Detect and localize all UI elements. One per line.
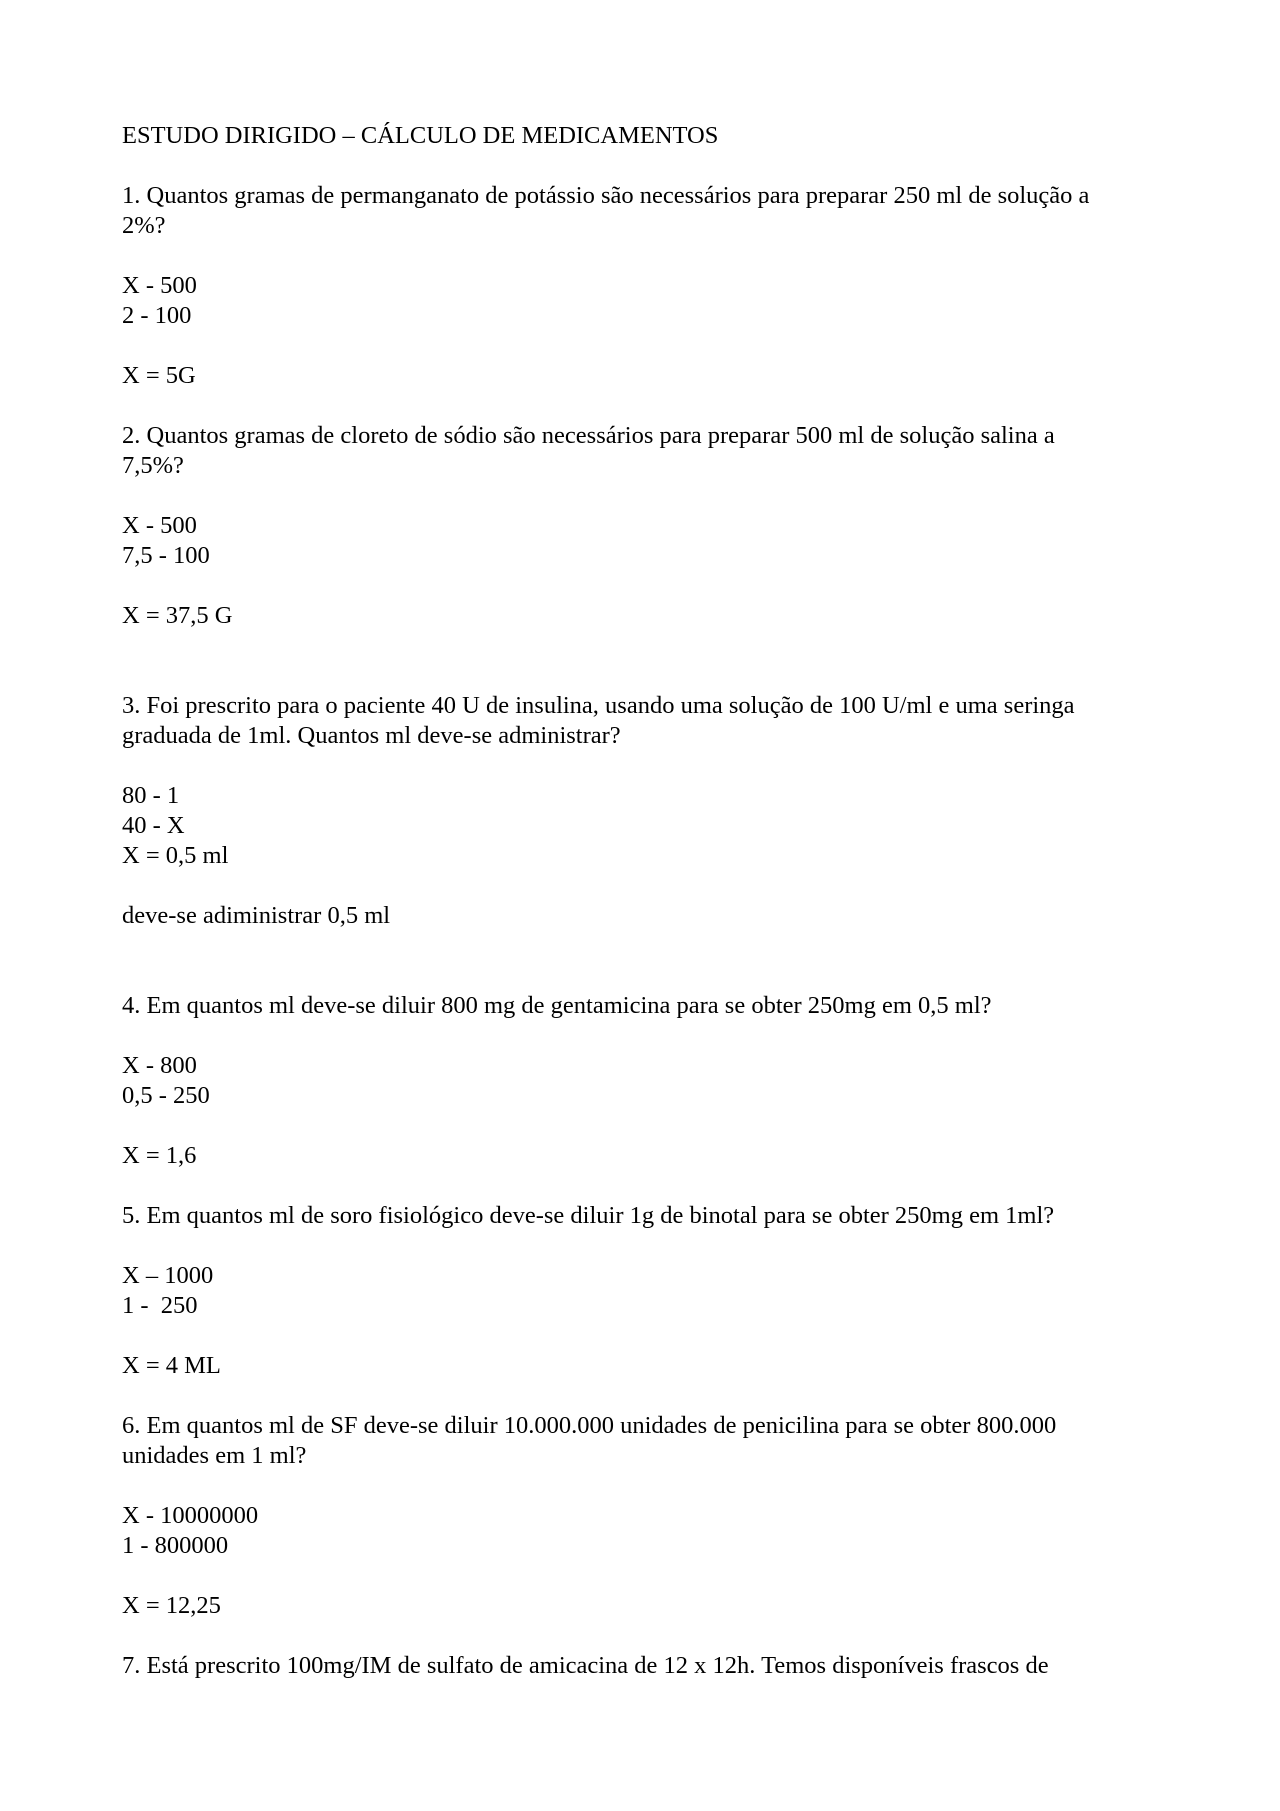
question-7 <box>122 1651 1162 1681</box>
spacer <box>122 481 1162 511</box>
question-6-text-line2: unidades em 1 ml? <box>122 1442 307 1469</box>
spacer <box>122 1381 1162 1411</box>
question-6-result: X = 12,25 <box>122 1592 221 1619</box>
document-body <box>122 121 1162 1681</box>
spacer <box>122 571 1162 601</box>
question-4-result: X = 1,6 <box>122 1142 197 1169</box>
question-3-text-line2: graduada de 1ml. Quantos ml deve-se administrar? <box>122 722 621 749</box>
question-5-text-line1: 5. Em quantos ml de soro fisiológico deve-se diluir 1g de binotal para se obter 250mg em 1ml? <box>122 1202 1055 1229</box>
question-5 <box>122 1201 1162 1381</box>
question-6-work-line2: 1 - 800000 <box>122 1532 229 1559</box>
question-6-work-line1: X - 10000000 <box>122 1502 259 1529</box>
document-title: ESTUDO DIRIGIDO – CÁLCULO DE MEDICAMENTOS <box>122 122 719 149</box>
spacer <box>122 151 1162 181</box>
question-1-work-line1: X - 500 <box>122 272 197 299</box>
question-2-text-line1: 2. Quantos gramas de cloreto de sódio são necessários para preparar 500 ml de solução salina a <box>122 422 1055 449</box>
question-2-work-line1: X - 500 <box>122 512 197 539</box>
question-2-work-line2: 7,5 - 100 <box>122 542 210 569</box>
question-3-work-line1: 80 - 1 <box>122 782 180 809</box>
question-2-result: X = 37,5 G <box>122 602 233 629</box>
spacer <box>122 631 1162 691</box>
question-6 <box>122 1411 1162 1621</box>
spacer <box>122 1171 1162 1201</box>
spacer <box>122 751 1162 781</box>
spacer <box>122 871 1162 901</box>
question-2-text-line2: 7,5%? <box>122 452 184 479</box>
question-3-conclusion: deve-se adiministrar 0,5 ml <box>122 902 391 929</box>
question-4 <box>122 991 1162 1171</box>
spacer <box>122 1021 1162 1051</box>
spacer <box>122 1111 1162 1141</box>
question-5-work-line1: X – 1000 <box>122 1262 214 1289</box>
question-3-work-line3: X = 0,5 ml <box>122 842 229 869</box>
question-1-work-line2: 2 - 100 <box>122 302 192 329</box>
question-3 <box>122 691 1162 931</box>
spacer <box>122 1561 1162 1591</box>
spacer <box>122 1621 1162 1651</box>
spacer <box>122 931 1162 991</box>
question-6-text-line1: 6. Em quantos ml de SF deve-se diluir 10.000.000 unidades de penicilina para se obter 800.000 <box>122 1412 1057 1439</box>
spacer <box>122 1321 1162 1351</box>
question-4-work-line1: X - 800 <box>122 1052 197 1079</box>
question-2 <box>122 421 1162 631</box>
spacer <box>122 391 1162 421</box>
question-3-text-line1: 3. Foi prescrito para o paciente 40 U de insulina, usando uma solução de 100 U/ml e uma seringa <box>122 692 1075 719</box>
question-4-text-line1: 4. Em quantos ml deve-se diluir 800 mg de gentamicina para se obter 250mg em 0,5 ml? <box>122 992 992 1019</box>
question-7-text-line1: 7. Está prescrito 100mg/IM de sulfato de amicacina de 12 x 12h. Temos disponíveis frascos de <box>122 1652 1049 1679</box>
question-5-result: X = 4 ML <box>122 1352 221 1379</box>
spacer <box>122 1231 1162 1261</box>
question-3-work-line2: 40 - X <box>122 812 185 839</box>
question-1-result: X = 5G <box>122 362 196 389</box>
spacer <box>122 1471 1162 1501</box>
question-1-text-line1: 1. Quantos gramas de permanganato de potássio são necessários para preparar 250 ml de solução a <box>122 182 1090 209</box>
question-5-work-line2: 1 - 250 <box>122 1292 198 1319</box>
question-1 <box>122 181 1162 391</box>
spacer <box>122 331 1162 361</box>
question-1-text-line2: 2%? <box>122 212 166 239</box>
spacer <box>122 241 1162 271</box>
question-4-work-line2: 0,5 - 250 <box>122 1082 210 1109</box>
